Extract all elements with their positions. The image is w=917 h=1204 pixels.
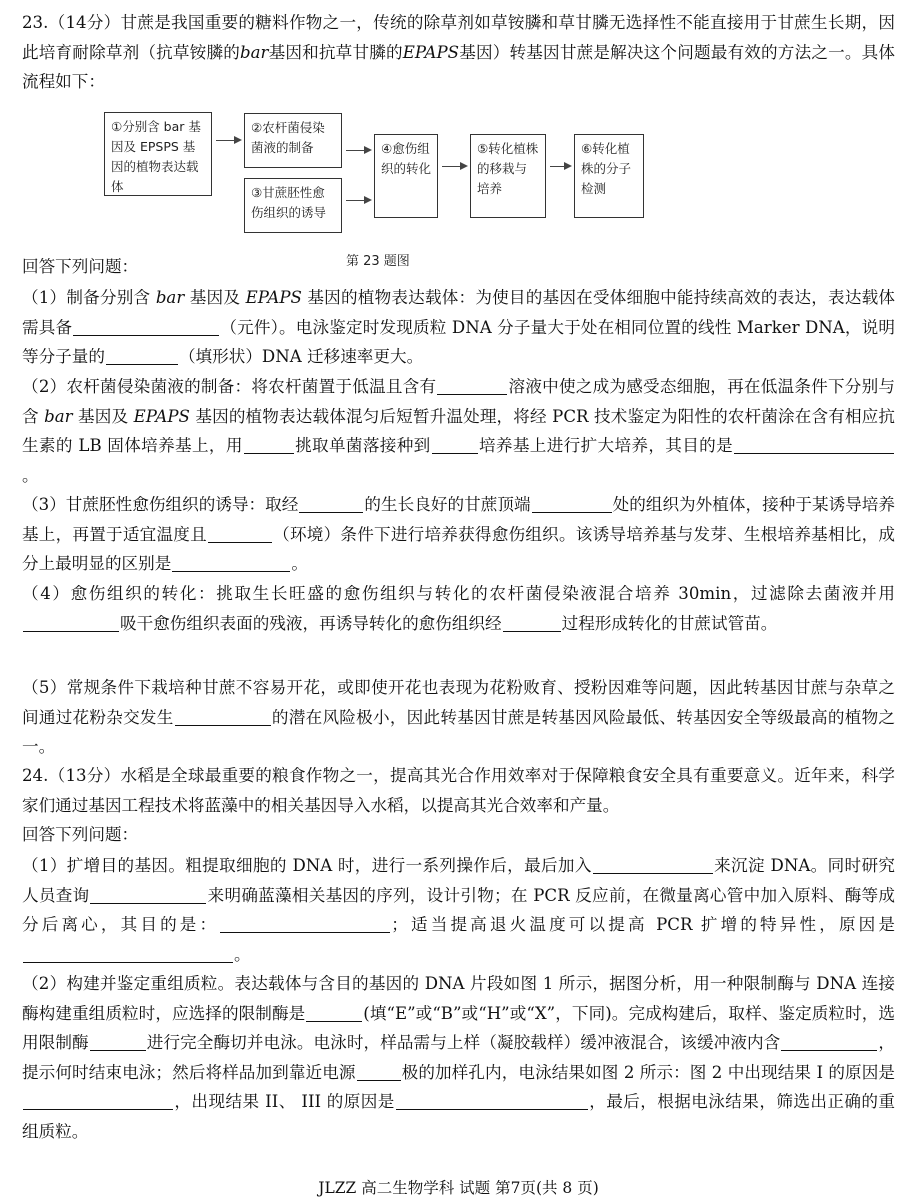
q23-s3-b: 的生长良好的甘蔗顶端 (364, 495, 531, 514)
q23-s3-a: （3）甘蔗胚性愈伤组织的诱导：取经 (22, 495, 299, 514)
q24-s2-d: ，提示何时结束电泳；然后将样品加到靠近电源 (22, 1033, 896, 1082)
answer-blank[interactable] (734, 436, 894, 454)
q23-s2-d: 基因的植物表达载体混匀后短暂升温处理，将经 PCR 技术鉴定为阳性的农杆菌涂在含有相应抗生素的 LB 固体培养基上，用 (22, 406, 896, 455)
q23-s1 (22, 283, 895, 372)
q23-s1-epaps: EPAPS (245, 288, 302, 307)
q24-s2 (22, 969, 895, 1146)
q23-s4-a: （4）愈伤组织的转化：挑取生长旺盛的愈伤组织与转化的农杆菌侵染液混合培养 30min，过滤除去菌液并用 (22, 584, 895, 603)
q23-answer-prompt: 回答下列问题： (22, 257, 139, 276)
flow-box-2: ②农杆菌侵染菌液的制备 (244, 113, 342, 168)
q23-s5-b: 的潜在风险极小，因此转基因甘蔗是转基因风险最低、转基因安全等级最高的植物之一。 (22, 707, 896, 756)
q24-s2-e: 极的加样孔内，电泳结果如图 2 所示：图 2 中出现结果 I 的原因是 (401, 1062, 895, 1082)
q23-s2-bar: bar (44, 406, 73, 426)
q23-intro-mid: 基因和抗草甘膦的 (268, 42, 403, 62)
q24-s1-b: 来沉淀 DNA。同时研究人员查询 (22, 856, 895, 905)
q23-intro (22, 8, 895, 97)
flow-box-4: ④愈伤组织的转化 (374, 134, 438, 218)
flow-box-6: ⑥转化植株的分子检测 (574, 134, 644, 218)
answer-blank[interactable] (593, 856, 713, 874)
q24-s2-a: （2）构建并鉴定重组质粒。表达载体与含目的基因的 DNA 片段如图 1 所示，据图分析，用一种限制酶与 DNA 连接酶构建重组质粒时，应选择的限制酶是 (22, 974, 895, 1023)
q23-s4-c: 过程形成转化的甘蔗试管苗。 (561, 613, 778, 633)
flow-box-5: ⑤转化植株的移栽与培养 (470, 134, 546, 218)
q24-s1-a: （1）扩增目的基因。粗提取细胞的 DNA 时，进行一系列操作后，最后加入 (22, 856, 592, 875)
q23-flowchart (104, 108, 704, 236)
answer-blank[interactable] (220, 915, 390, 933)
flow-box-3: ③甘蔗胚性愈伤组织的诱导 (244, 178, 342, 233)
answer-blank[interactable] (23, 1092, 173, 1110)
q23-intro-epaps: EPAPS (402, 42, 460, 62)
flow-arrow-3 (346, 200, 370, 201)
q23-s2-g: 。 (22, 465, 39, 485)
answer-blank[interactable] (437, 377, 507, 395)
q24-s1-e: 。 (234, 944, 251, 964)
q23-figure-caption: 第 23 题图 (346, 254, 410, 269)
q24-s1-c: 来明确蓝藻相关基因的序列，设计引物；在 PCR 反应前，在微量离心管中加入原料、酶等成分后离心，其目的是： (22, 885, 895, 934)
q24-intro: 24.（13分）水稻是全球最重要的粮食作物之一，提高其光合作用效率对于保障粮食安全具有重要意义。近年来，科学家们通过基因工程技术将蓝藻中的相关基因导入水稻，以提高其光合效率和产量。 (22, 766, 895, 815)
answer-blank[interactable] (208, 525, 272, 543)
flow-arrow-1 (216, 140, 240, 141)
answer-blank[interactable] (106, 347, 178, 365)
answer-blank[interactable] (90, 886, 206, 904)
answer-blank[interactable] (175, 708, 271, 726)
q23-s4-b: 吸干愈伤组织表面的残液，再诱导转化的愈伤组织经 (120, 613, 502, 633)
q23-s1-d: （元件）。电泳鉴定时发现质粒 DNA 分子量大于处在相同位置的线性 Marker DNA，说明等分子量的 (22, 317, 895, 366)
q23-s2-e: 挑取单菌落接种到 (294, 436, 431, 455)
q23-s3-e: 。 (291, 554, 308, 573)
flow-arrow-5 (550, 166, 570, 167)
q23-s2-a: （2）农杆菌侵染菌液的制备：将农杆菌置于低温且含有 (22, 377, 437, 396)
q23-s1-c: 基因的植物表达载体：为使目的基因在受体细胞中能持续高效的表达，表达载体需具备 (22, 288, 896, 337)
answer-blank[interactable] (90, 1033, 146, 1051)
q24-s2-g: ，最后，根据电泳结果，筛选出正确的重组质粒。 (22, 1092, 895, 1141)
q24-s2-c: 进行完全酶切并电泳。电泳时，样品需与上样（凝胶载样）缓冲液混合，该缓冲液内含 (146, 1033, 781, 1052)
q23-s1-e: （填形状）DNA 迁移速率更大。 (178, 347, 424, 366)
answer-blank[interactable] (781, 1033, 877, 1051)
q24-s2-b: (填“E”或“B”或“H”或“X”，下同)。完成构建后，取样、鉴定质粒时，选用限制酶 (22, 1003, 895, 1052)
answer-blank[interactable] (396, 1092, 588, 1110)
answer-blank[interactable] (244, 436, 294, 454)
answer-blank[interactable] (23, 614, 119, 632)
q24-answer-prompt: 回答下列问题： (22, 825, 139, 844)
q23-s1-bar: bar (155, 288, 185, 307)
q23-s1-a: （1）制备分别含 (22, 288, 151, 307)
answer-blank[interactable] (357, 1063, 401, 1081)
flow-arrow-4 (442, 166, 466, 167)
answer-blank[interactable] (503, 614, 561, 632)
q23-s2-b: 溶液中使之成为感受态细胞，再在低温条件下分别与含 (22, 377, 895, 426)
answer-blank[interactable] (299, 495, 363, 513)
q24-s2-f: ，出现结果 II、 III 的原因是 (174, 1092, 395, 1111)
q23-s2-c: 基因及 (78, 406, 129, 426)
q24-s1 (22, 851, 895, 969)
q23-s2-f: 培养基上进行扩大培养，其目的是 (478, 436, 734, 455)
q23-intro-bar: bar (239, 42, 269, 62)
q23-s3 (22, 490, 895, 579)
q23-s2 (22, 372, 895, 490)
page-footer: JLZZ 高二生物学科 试题 第7页(共 8 页) (318, 1179, 599, 1197)
q23-s1-b: 基因及 (189, 288, 241, 307)
q23-s3-c: 处的组织为外植体，接种于某诱导培养基上，再置于适宜温度且 (22, 495, 896, 544)
answer-blank[interactable] (306, 1004, 362, 1022)
q23-s5-a: （5）常规条件下栽培种甘蔗不容易开花，或即使开花也表现为花粉败育、授粉因难等问题，因此转基因甘蔗与杂草之间通过花粉杂交发生 (22, 678, 895, 727)
q24-s1-d: ；适当提高退火温度可以提高 PCR 扩增的特异性，原因是 (391, 915, 896, 934)
q23-s3-d: （环境）条件下进行培养获得愈伤组织。该诱导培养基与发芽、生根培养基相比，成分上最明显的区别是 (22, 524, 895, 573)
answer-blank[interactable] (23, 945, 233, 963)
q23-s5 (22, 673, 895, 762)
q23-intro-text: 23.（14分）甘蔗是我国重要的糖料作物之一，传统的除草剂如草铵膦和草甘膦无选择性不能直接用于甘蔗生长期，因此培育耐除草剂（抗草铵膦的 (22, 13, 895, 62)
answer-blank[interactable] (73, 318, 219, 336)
answer-blank[interactable] (172, 554, 290, 572)
answer-blank[interactable] (532, 495, 612, 513)
q23-s4 (22, 579, 895, 638)
flow-arrow-2 (346, 150, 370, 151)
answer-blank[interactable] (432, 436, 478, 454)
flow-box-1: ①分别含 bar 基因及 EPSPS 基因的植物表达载体 (104, 112, 212, 196)
q23-intro-end: 基因）转基因甘蔗是解决这个问题最有效的方法之一。具体流程如下： (22, 42, 896, 91)
q23-s2-epaps: EPAPS (133, 406, 190, 426)
